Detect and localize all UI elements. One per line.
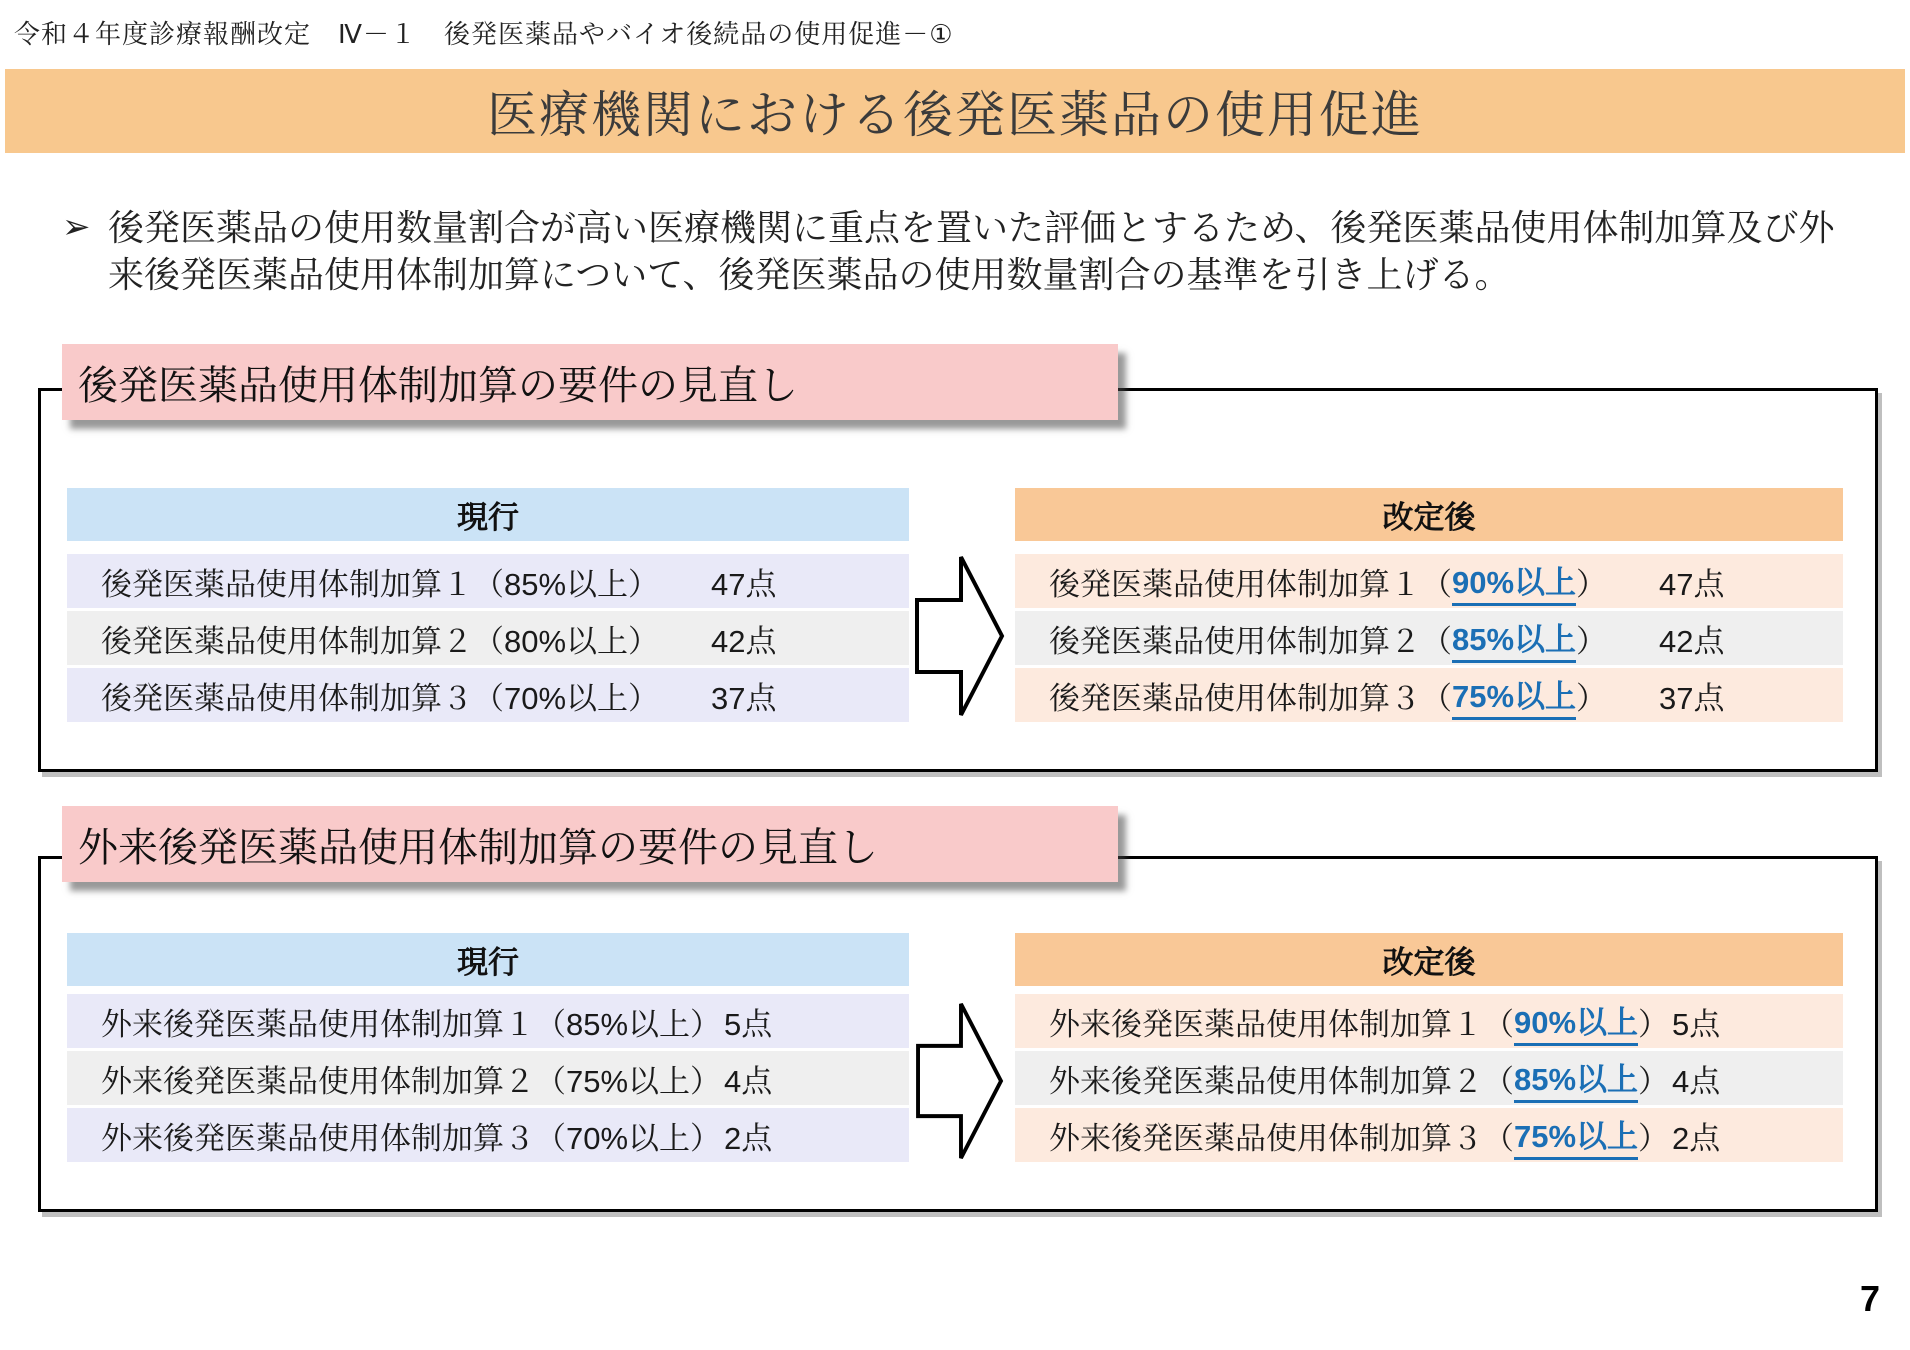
section-heading-text: 後発医薬品使用体制加算の要件の見直し xyxy=(78,363,798,408)
section-outpatient-generic-addon xyxy=(38,825,1878,1212)
row-paren-open: （ xyxy=(473,623,504,659)
section-heading xyxy=(62,344,1118,420)
page-number: 7 xyxy=(1860,1278,1881,1319)
current-table xyxy=(67,933,909,1165)
table-row xyxy=(1015,994,1843,1048)
row-paren-close: ） xyxy=(1638,1063,1670,1099)
table-row xyxy=(67,554,909,608)
row-paren-close: ） xyxy=(1576,566,1608,602)
row-paren-open: （ xyxy=(1421,566,1452,602)
row-threshold: 75%以上 xyxy=(566,1063,691,1099)
row-paren-open: （ xyxy=(473,566,504,602)
row-points: 47点 xyxy=(1659,566,1725,602)
row-threshold: 70%以上 xyxy=(504,680,629,716)
row-paren-open: （ xyxy=(1421,623,1452,659)
row-threshold-highlighted: 90%以上 xyxy=(1452,557,1576,606)
row-threshold: 80%以上 xyxy=(504,623,629,659)
row-points: 2点 xyxy=(1672,1120,1721,1156)
table-row xyxy=(67,1108,909,1162)
right-block-arrow-icon xyxy=(915,1000,1005,1162)
row-label: 後発医薬品使用体制加算３ xyxy=(1049,680,1421,716)
table-row xyxy=(67,611,909,665)
row-label: 後発医薬品使用体制加算３ xyxy=(101,680,473,716)
row-label: 外来後発医薬品使用体制加算１ xyxy=(1049,1006,1483,1042)
section-heading-text: 外来後発医薬品使用体制加算の要件の見直し xyxy=(78,825,878,870)
row-points: 42点 xyxy=(711,623,777,659)
row-paren-close: ） xyxy=(690,1006,722,1042)
row-paren-close: ） xyxy=(628,566,660,602)
row-points: 47点 xyxy=(711,566,777,602)
right-block-arrow-icon xyxy=(915,553,1005,719)
row-label: 外来後発医薬品使用体制加算２ xyxy=(1049,1063,1483,1099)
row-points: 37点 xyxy=(711,680,777,716)
section-inpatient-generic-addon xyxy=(38,363,1878,772)
summary-bullet xyxy=(62,204,1862,298)
table-row xyxy=(1015,611,1843,665)
table-row xyxy=(67,994,909,1048)
row-paren-close: ） xyxy=(628,680,660,716)
arrow-bullet-icon: ➢ xyxy=(62,208,91,246)
row-threshold-highlighted: 75%以上 xyxy=(1514,1111,1638,1160)
current-table-header: 現行 xyxy=(67,933,909,986)
row-label: 外来後発医薬品使用体制加算３ xyxy=(1049,1120,1483,1156)
row-paren-open: （ xyxy=(1421,680,1452,716)
table-row xyxy=(1015,668,1843,722)
revised-table-header: 改定後 xyxy=(1015,488,1843,541)
current-table xyxy=(67,488,909,725)
row-points: 4点 xyxy=(724,1063,773,1099)
table-row xyxy=(1015,1051,1843,1105)
row-paren-open: （ xyxy=(1483,1063,1514,1099)
row-paren-close: ） xyxy=(1638,1006,1670,1042)
row-points: 5点 xyxy=(724,1006,773,1042)
row-paren-close: ） xyxy=(690,1120,722,1156)
row-label: 後発医薬品使用体制加算２ xyxy=(1049,623,1421,659)
row-label: 後発医薬品使用体制加算１ xyxy=(101,566,473,602)
revised-table-header: 改定後 xyxy=(1015,933,1843,986)
row-points: 42点 xyxy=(1659,623,1725,659)
row-threshold: 85%以上 xyxy=(504,566,629,602)
row-paren-open: （ xyxy=(1483,1006,1514,1042)
section-heading xyxy=(62,806,1118,882)
row-paren-close: ） xyxy=(1576,680,1608,716)
row-paren-close: ） xyxy=(1638,1120,1670,1156)
title-banner xyxy=(5,69,1905,153)
row-paren-open: （ xyxy=(473,680,504,716)
row-points: 37点 xyxy=(1659,680,1725,716)
row-threshold-highlighted: 75%以上 xyxy=(1452,671,1576,720)
document-reference-note: 令和４年度診療報酬改定 Ⅳ－１ 後発医薬品やバイオ後続品の使用促進－① xyxy=(14,19,954,49)
table-row xyxy=(67,668,909,722)
row-threshold-highlighted: 90%以上 xyxy=(1514,997,1638,1046)
row-threshold-highlighted: 85%以上 xyxy=(1514,1054,1638,1103)
row-points: 2点 xyxy=(724,1120,773,1156)
table-row xyxy=(1015,1108,1843,1162)
row-paren-close: ） xyxy=(1576,623,1608,659)
row-threshold-highlighted: 85%以上 xyxy=(1452,614,1576,663)
row-threshold: 85%以上 xyxy=(566,1006,691,1042)
row-label: 外来後発医薬品使用体制加算３ xyxy=(101,1120,535,1156)
row-points: 4点 xyxy=(1672,1063,1721,1099)
row-label: 後発医薬品使用体制加算２ xyxy=(101,623,473,659)
summary-bullet-text: 後発医薬品の使用数量割合が高い医療機関に重点を置いた評価とするため、後発医薬品使用体制加算及び外来後発医薬品使用体制加算について、後発医薬品の使用数量割合の基準を引き上げる。 xyxy=(108,207,1835,295)
row-label: 外来後発医薬品使用体制加算２ xyxy=(101,1063,535,1099)
row-paren-open: （ xyxy=(535,1120,566,1156)
row-threshold: 70%以上 xyxy=(566,1120,691,1156)
row-paren-open: （ xyxy=(535,1063,566,1099)
row-label: 後発医薬品使用体制加算１ xyxy=(1049,566,1421,602)
revised-table xyxy=(1015,933,1843,1165)
revised-table xyxy=(1015,488,1843,725)
row-label: 外来後発医薬品使用体制加算１ xyxy=(101,1006,535,1042)
row-paren-close: ） xyxy=(690,1063,722,1099)
current-table-header: 現行 xyxy=(67,488,909,541)
row-paren-close: ） xyxy=(628,623,660,659)
table-row xyxy=(67,1051,909,1105)
row-paren-open: （ xyxy=(535,1006,566,1042)
page-title: 医療機関における後発医薬品の使用促進 xyxy=(487,87,1423,143)
table-row xyxy=(1015,554,1843,608)
row-points: 5点 xyxy=(1672,1006,1721,1042)
row-paren-open: （ xyxy=(1483,1120,1514,1156)
